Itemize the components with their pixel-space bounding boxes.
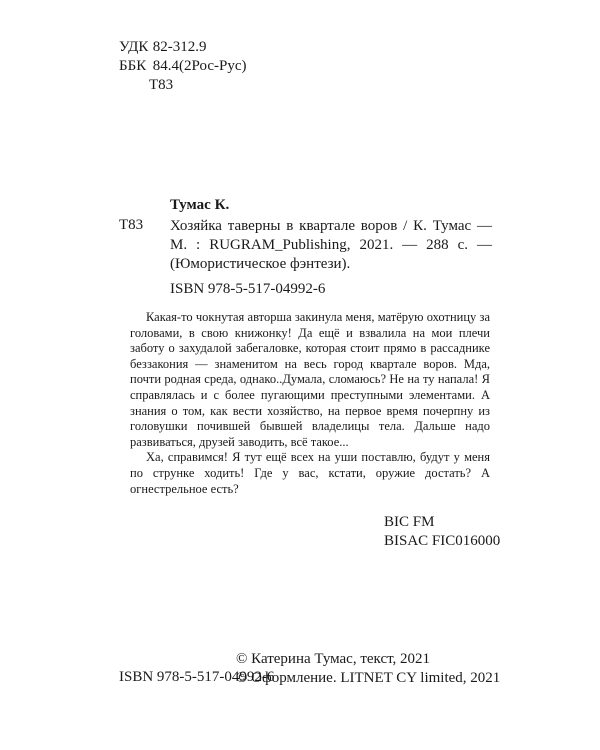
bibliographic-description: Хозяйка таверны в квартале воров / К. Тумас — М. : RUGRAM_Publishing, 2021. — 288 с. — (Юмористическое фэнтези). [170, 218, 492, 272]
udk-label: УДК [119, 39, 149, 55]
footer-isbn: ISBN 978-5-517-04992-6 [119, 669, 275, 685]
author-heading: Тумас К. [170, 197, 230, 213]
annotation [130, 310, 490, 497]
copyright-block [236, 650, 500, 688]
catalog-isbn: ISBN 978-5-517-04992-6 [170, 281, 326, 297]
subject-codes [384, 513, 500, 551]
bisac-code: BISAC FIC016000 [384, 533, 501, 549]
udk-line [119, 38, 247, 57]
bbk-label: ББК [119, 58, 147, 74]
author-mark-top: Т83 [149, 77, 174, 93]
copyright-design: © Оформление. LITNET CY limited, 2021 [236, 670, 501, 686]
copyright-text: © Катерина Тумас, текст, 2021 [236, 651, 431, 667]
udk-value: 82-312.9 [152, 39, 207, 55]
entry-author-mark: Т83 [119, 217, 144, 233]
classification-block [119, 38, 247, 95]
bic-code: BIC FM [384, 514, 435, 530]
annotation-paragraph: Какая-то чокнутая авторша закинула меня, матёрую охотницу за головами, в свою книжонку! Да ещё и взвалила на мои плечи заботу о захудалой забегаловке, которая стоит прямо в рассаднике беззакония — знаменитом на весь город квартале воров. Мда, почти родная среда, однако..Думала, сломаюсь? Не на ту напала! Я справлялась и с более пугающими преступными элементами. А знания о том, как вести хозяйство, на первое время почерпну из головушки почившей бывшей владелицы тела. Дальше надо развиваться, друзей заводить, всё такое... [130, 310, 490, 449]
bbk-line [119, 57, 247, 76]
annotation-paragraph: Ха, справимся! Я тут ещё всех на уши поставлю, будут у меня по струнке ходить! Где у вас, кстати, оружие достать? А огнестрельное есть? [130, 450, 490, 496]
bbk-value: 84.4(2Рос-Рус) [152, 58, 247, 74]
